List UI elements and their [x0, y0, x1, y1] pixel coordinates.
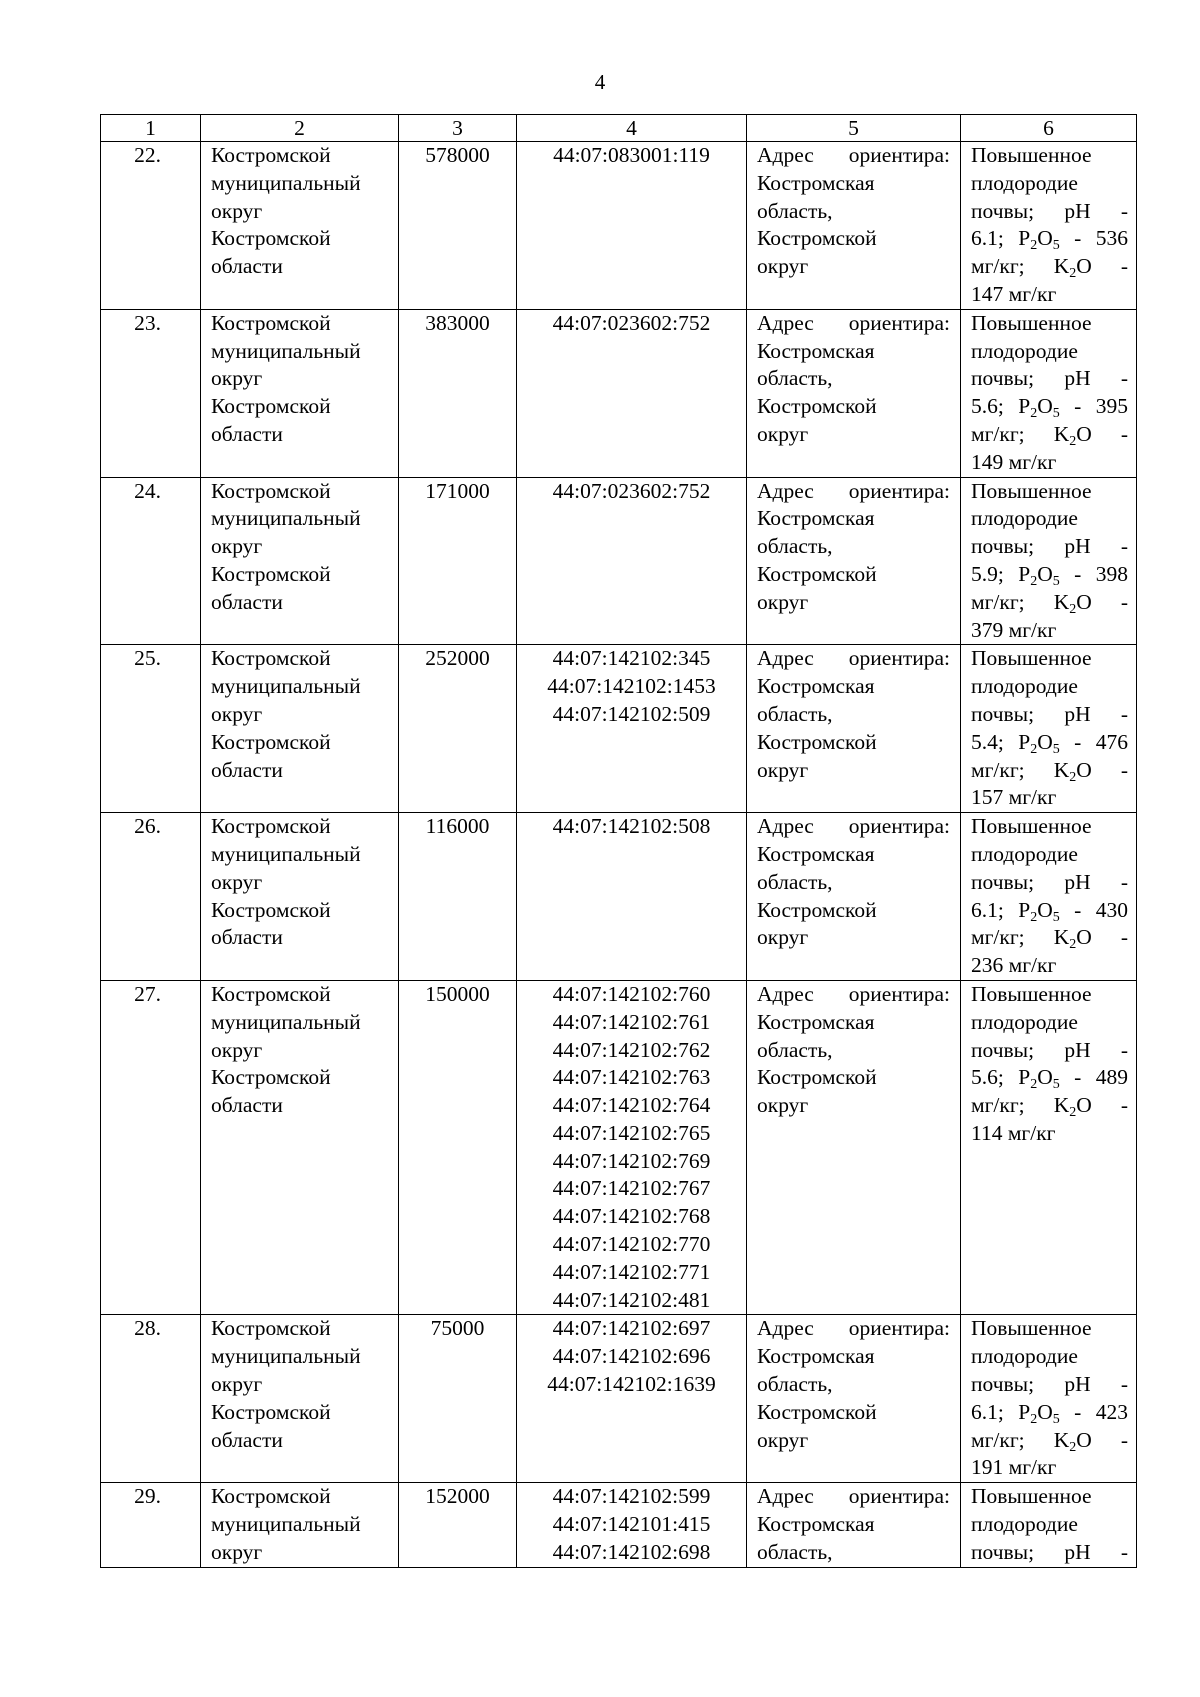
district-line: Костромской [211, 646, 331, 671]
soil-line: 149 мг/кг [971, 449, 1057, 474]
cadastral-number: 44:07:142102:1639 [547, 1372, 716, 1397]
district-line: округ [211, 869, 263, 894]
address-line: округ [757, 1093, 809, 1118]
cadastral-number: 44:07:142102:770 [552, 1232, 711, 1257]
district-line: области [211, 1093, 283, 1118]
district-line: муниципальный [211, 170, 361, 195]
cadastral-cell [517, 813, 747, 981]
district-line: Костромской [211, 143, 331, 167]
district-line: области [211, 421, 283, 446]
soil-line: Повышенное [971, 646, 1092, 671]
soil-line: 5.4; $P_2O_5 - 476$ [971, 729, 1128, 757]
address-line: область, [757, 1539, 833, 1564]
cadastral-number: 44:07:142102:771 [552, 1259, 711, 1284]
district-cell [201, 813, 399, 981]
district-cell [201, 980, 399, 1315]
address-line: Костромская [757, 674, 875, 699]
row-number: 29. [101, 1483, 201, 1567]
address-line: Адрес ориентира: [757, 310, 950, 335]
row-number: 23. [101, 309, 201, 477]
district-line: области [211, 1427, 283, 1452]
soil-line: Повышенное [971, 981, 1092, 1006]
district-line: округ [211, 1037, 263, 1062]
district-line: округ [211, 534, 263, 559]
district-line: округ [211, 366, 263, 391]
district-line: Костромской [211, 814, 331, 839]
address-line: Костромской [757, 897, 877, 922]
soil-cell [961, 980, 1137, 1315]
district-line: муниципальный [211, 841, 361, 866]
address-line: округ [757, 421, 809, 446]
address-line: область, [757, 869, 833, 894]
cadastral-number: 44:07:142102:764 [552, 1093, 711, 1118]
district-line: Костромской [211, 981, 331, 1006]
soil-line: плодородие [971, 1009, 1078, 1034]
address-line: Адрес ориентира: [757, 1316, 950, 1341]
address-line: округ [757, 254, 809, 279]
address-line: Костромская [757, 170, 875, 195]
soil-cell [961, 142, 1137, 310]
soil-line: мг/кг; $K_2O$ - [971, 757, 1128, 785]
address-cell [747, 980, 961, 1315]
district-line: муниципальный [211, 1009, 361, 1034]
area-cell: 150000 [399, 980, 517, 1315]
district-cell [201, 142, 399, 310]
table-body [101, 142, 1137, 1568]
table-row [101, 142, 1137, 310]
soil-line: 147 мг/кг [971, 281, 1057, 306]
district-line: Костромской [211, 561, 331, 586]
table-row [101, 477, 1137, 645]
cadastral-number: 44:07:142102:765 [552, 1120, 711, 1145]
soil-line: почвы; pH - [971, 366, 1128, 391]
district-cell [201, 309, 399, 477]
soil-line: почвы; pH - [971, 198, 1128, 223]
soil-line: 157 мг/кг [971, 785, 1057, 810]
soil-line: почвы; pH - [971, 534, 1128, 559]
district-line: Костромской [211, 226, 331, 251]
soil-cell [961, 477, 1137, 645]
row-number: 26. [101, 813, 201, 981]
district-line: области [211, 757, 283, 782]
address-line: Адрес ориентира: [757, 1484, 950, 1509]
address-line: Адрес ориентира: [757, 981, 950, 1006]
address-line: Адрес ориентира: [757, 646, 950, 671]
district-line: Костромской [211, 729, 331, 754]
address-line: округ [757, 589, 809, 614]
district-line: Костромской [211, 478, 331, 503]
soil-line: мг/кг; $K_2O$ - [971, 421, 1128, 449]
row-number: 28. [101, 1315, 201, 1483]
address-line: Костромской [757, 1399, 877, 1424]
cadastral-number: 44:07:142102:509 [552, 701, 711, 726]
address-cell [747, 813, 961, 981]
column-number: 1 [101, 115, 201, 142]
district-line: муниципальный [211, 1512, 361, 1537]
cadastral-number: 44:07:142102:697 [552, 1316, 711, 1341]
soil-line: 6.1; $P_2O_5 - 423$ [971, 1399, 1128, 1427]
cadastral-number: 44:07:142102:762 [552, 1037, 711, 1062]
row-number: 27. [101, 980, 201, 1315]
address-line: округ [757, 1427, 809, 1452]
address-cell [747, 645, 961, 813]
column-number: 5 [747, 115, 961, 142]
table-row [101, 645, 1137, 813]
soil-line: 236 мг/кг [971, 953, 1057, 978]
address-line: область, [757, 701, 833, 726]
district-line: области [211, 589, 283, 614]
cadastral-cell [517, 142, 747, 310]
soil-line: плодородие [971, 338, 1078, 363]
district-line: Костромской [211, 1484, 331, 1509]
district-line: округ [211, 1372, 263, 1397]
cadastral-number: 44:07:142102:761 [552, 1009, 711, 1034]
soil-line: почвы; pH - [971, 1037, 1128, 1062]
address-line: область, [757, 198, 833, 223]
cadastral-number: 44:07:142102:1453 [547, 674, 716, 699]
table-row [101, 813, 1137, 981]
address-cell [747, 309, 961, 477]
cadastral-number: 44:07:142102:769 [552, 1148, 711, 1173]
soil-line: 5.9; $P_2O_5 - 398$ [971, 561, 1128, 589]
district-line: Костромской [211, 394, 331, 419]
district-line: округ [211, 198, 263, 223]
district-cell [201, 477, 399, 645]
soil-line: мг/кг; $K_2O$ - [971, 1093, 1128, 1121]
address-line: Костромской [757, 729, 877, 754]
cadastral-cell [517, 1483, 747, 1567]
column-number: 6 [961, 115, 1137, 142]
soil-line: плодородие [971, 506, 1078, 531]
district-line: области [211, 254, 283, 279]
soil-line: Повышенное [971, 1316, 1092, 1341]
district-line: области [211, 925, 283, 950]
cadastral-cell [517, 980, 747, 1315]
soil-line: мг/кг; $K_2O$ - [971, 589, 1128, 617]
soil-line: мг/кг; $K_2O$ - [971, 1427, 1128, 1455]
cadastral-number: 44:07:142102:481 [552, 1287, 711, 1312]
soil-line: почвы; pH - [971, 869, 1128, 894]
soil-cell [961, 645, 1137, 813]
cadastral-number: 44:07:023602:752 [552, 478, 711, 503]
area-cell: 171000 [399, 477, 517, 645]
cadastral-number: 44:07:142102:599 [552, 1484, 711, 1509]
table-row [101, 1483, 1137, 1567]
address-line: Костромская [757, 1009, 875, 1034]
soil-line: почвы; pH - [971, 1539, 1128, 1564]
district-line: муниципальный [211, 506, 361, 531]
cadastral-cell [517, 1315, 747, 1483]
soil-cell [961, 309, 1137, 477]
cadastral-number: 44:07:142102:696 [552, 1344, 711, 1369]
row-number: 25. [101, 645, 201, 813]
address-line: Костромская [757, 506, 875, 531]
address-cell [747, 1315, 961, 1483]
cadastral-number: 44:07:142101:415 [552, 1512, 711, 1537]
soil-line: плодородие [971, 1512, 1078, 1537]
address-line: Костромской [757, 561, 877, 586]
cadastral-number: 44:07:142102:760 [552, 981, 711, 1006]
soil-line: Повышенное [971, 310, 1092, 335]
address-line: Костромской [757, 226, 877, 251]
row-number: 24. [101, 477, 201, 645]
address-line: Костромская [757, 841, 875, 866]
address-cell [747, 477, 961, 645]
cadastral-number: 44:07:023602:752 [552, 310, 711, 335]
address-line: Костромской [757, 1065, 877, 1090]
soil-line: Повышенное [971, 1484, 1092, 1509]
district-line: Костромской [211, 1316, 331, 1341]
table-row [101, 309, 1137, 477]
soil-line: 379 мг/кг [971, 617, 1057, 642]
district-cell [201, 1315, 399, 1483]
district-line: округ [211, 1539, 263, 1564]
address-line: округ [757, 925, 809, 950]
cadastral-number: 44:07:083001:119 [553, 143, 710, 167]
soil-line: плодородие [971, 170, 1078, 195]
address-line: область, [757, 534, 833, 559]
district-line: Костромской [211, 1399, 331, 1424]
area-cell: 152000 [399, 1483, 517, 1567]
cadastral-number: 44:07:142102:345 [552, 646, 711, 671]
address-cell [747, 142, 961, 310]
soil-line: 191 мг/кг [971, 1455, 1057, 1480]
cadastral-number: 44:07:142102:768 [552, 1204, 711, 1229]
cadastral-cell [517, 309, 747, 477]
soil-cell [961, 813, 1137, 981]
table-row [101, 980, 1137, 1315]
area-cell: 75000 [399, 1315, 517, 1483]
address-line: область, [757, 366, 833, 391]
soil-line: почвы; pH - [971, 1372, 1128, 1397]
soil-line: Повышенное [971, 478, 1092, 503]
area-cell: 383000 [399, 309, 517, 477]
district-line: Костромской [211, 310, 331, 335]
column-number: 4 [517, 115, 747, 142]
soil-line: плодородие [971, 1344, 1078, 1369]
district-line: муниципальный [211, 338, 361, 363]
land-plots-table [100, 114, 1137, 1568]
soil-line: 114 мг/кг [971, 1120, 1056, 1145]
soil-line: Повышенное [971, 814, 1092, 839]
address-cell [747, 1483, 961, 1567]
district-line: Костромской [211, 897, 331, 922]
column-number-row [101, 115, 1137, 142]
cadastral-number: 44:07:142102:698 [552, 1539, 711, 1564]
district-cell [201, 1483, 399, 1567]
soil-line: 5.6; $P_2O_5 - 395$ [971, 394, 1128, 422]
column-number: 3 [399, 115, 517, 142]
table-row [101, 1315, 1137, 1483]
cadastral-number: 44:07:142102:763 [552, 1065, 711, 1090]
soil-line: Повышенное [971, 143, 1092, 167]
soil-cell [961, 1483, 1137, 1567]
soil-cell [961, 1315, 1137, 1483]
cadastral-number: 44:07:142102:767 [552, 1176, 711, 1201]
address-line: область, [757, 1037, 833, 1062]
address-line: Костромской [757, 394, 877, 419]
page-number: 4 [594, 70, 606, 94]
address-line: округ [757, 757, 809, 782]
area-cell: 116000 [399, 813, 517, 981]
soil-line: мг/кг; $K_2O$ - [971, 254, 1128, 282]
soil-line: мг/кг; $K_2O$ - [971, 925, 1128, 953]
column-number: 2 [201, 115, 399, 142]
address-line: Адрес ориентира: [757, 143, 950, 167]
soil-line: 6.1; $P_2O_5 - 536$ [971, 226, 1128, 254]
district-line: муниципальный [211, 1344, 361, 1369]
row-number: 22. [101, 142, 201, 310]
district-line: муниципальный [211, 674, 361, 699]
district-cell [201, 645, 399, 813]
soil-line: почвы; pH - [971, 701, 1128, 726]
area-cell: 252000 [399, 645, 517, 813]
address-line: Костромская [757, 1512, 875, 1537]
soil-line: плодородие [971, 674, 1078, 699]
area-cell: 578000 [399, 142, 517, 310]
cadastral-cell [517, 477, 747, 645]
cadastral-cell [517, 645, 747, 813]
soil-line: плодородие [971, 841, 1078, 866]
address-line: область, [757, 1372, 833, 1397]
address-line: Адрес ориентира: [757, 478, 950, 503]
address-line: Костромская [757, 1344, 875, 1369]
soil-line: 6.1; $P_2O_5 - 430$ [971, 897, 1128, 925]
cadastral-number: 44:07:142102:508 [552, 814, 711, 839]
district-line: округ [211, 701, 263, 726]
address-line: Адрес ориентира: [757, 814, 950, 839]
district-line: Костромской [211, 1065, 331, 1090]
address-line: Костромская [757, 338, 875, 363]
soil-line: 5.6; $P_2O_5 - 489$ [971, 1065, 1128, 1093]
